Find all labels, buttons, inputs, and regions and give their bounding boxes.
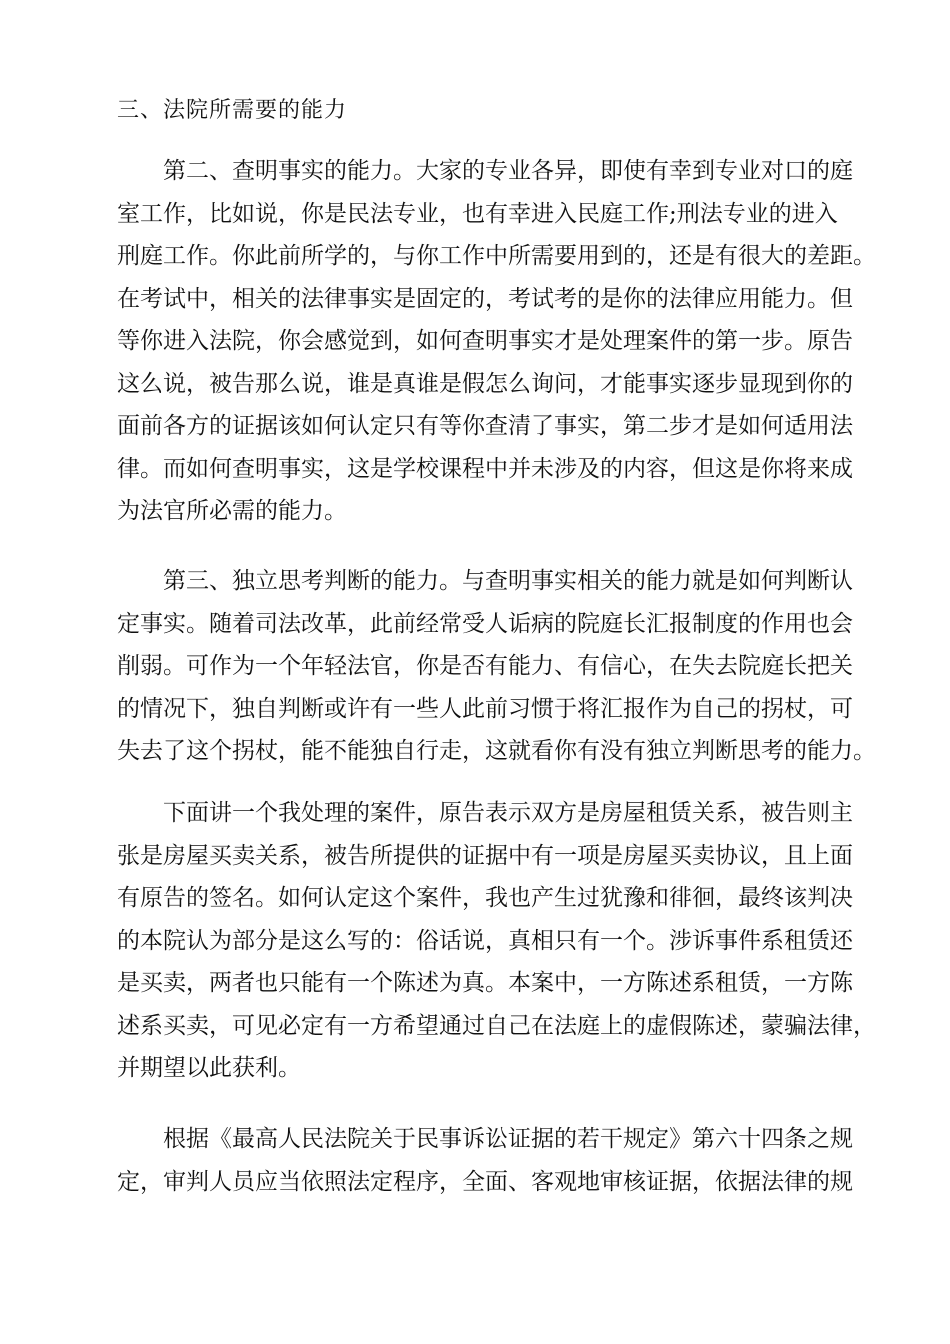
- text-line: 削弱。可作为一个年轻法官，你是否有能力、有信心，在失去院庭长把关: [117, 653, 853, 679]
- paragraph-case-example: [117, 792, 876, 1090]
- text-line: 有原告的签名。如何认定这个案件，我也产生过犹豫和徘徊，最终该判决: [117, 885, 853, 911]
- text-line: 定事实。随着司法改革，此前经常受人诟病的院庭长汇报制度的作用也会: [117, 610, 853, 637]
- text-line: 张是房屋买卖关系，被告所提供的证据中有一项是房屋买卖协议，且上面: [117, 842, 853, 869]
- text-line: 的情况下，独自判断或许有一些人此前习惯于将汇报作为自己的拐杖，可: [117, 695, 853, 722]
- text-line: 刑庭工作。你此前所学的，与你工作中所需要用到的，还是有很大的差距。: [117, 243, 876, 269]
- text-line: 室工作，比如说，你是民法专业，也有幸进入民庭工作;刑法专业的进入: [117, 200, 838, 227]
- text-line: 在考试中，相关的法律事实是固定的，考试考的是你的法律应用能力。但: [117, 285, 853, 312]
- text-line: 并期望以此获利。: [117, 1055, 301, 1081]
- text-line: 面前各方的证据该如何认定只有等你查清了事实，第二步才是如何适用法: [117, 413, 853, 439]
- text-line: 第三、独立思考判断的能力。与查明事实相关的能力就是如何判断认: [163, 568, 853, 594]
- text-line: 述系买卖，可见必定有一方希望通过自己在法庭上的虚假陈述，蒙骗法律，: [117, 1012, 876, 1039]
- text-line: 定，审判人员应当依照法定程序，全面、客观地审核证据，依据法律的规: [117, 1168, 853, 1195]
- text-line: 这么说，被告那么说，谁是真谁是假怎么询问，才能事实逐步显现到你的: [117, 370, 853, 397]
- text-line: 等你进入法院，你会感觉到，如何查明事实才是处理案件的第一步。原告: [117, 328, 853, 354]
- section-heading: 三、法院所需要的能力: [117, 98, 348, 123]
- text-line: 第二、查明事实的能力。大家的专业各异，即使有幸到专业对口的庭: [163, 158, 853, 184]
- text-line: 是买卖，两者也只能有一个陈述为真。本案中，一方陈述系租赁，一方陈: [117, 970, 853, 996]
- paragraph-evidence-rules: [117, 1118, 853, 1203]
- paragraph-fact-finding: [117, 150, 876, 533]
- text-line: 根据《最高人民法院关于民事诉讼证据的若干规定》第六十四条之规: [163, 1126, 853, 1152]
- text-line: 下面讲一个我处理的案件，原告表示双方是房屋租赁关系，被告则主: [163, 800, 853, 826]
- paragraph-independent-judgment: [117, 560, 876, 773]
- text-line: 为法官所必需的能力。: [117, 498, 347, 524]
- text-line: 失去了这个拐杖，能不能独自行走，这就看你有没有独立判断思考的能力。: [117, 738, 876, 764]
- text-line: 律。而如何查明事实，这是学校课程中并未涉及的内容，但这是你将来成: [117, 455, 853, 482]
- text-line: 的本院认为部分是这么写的：俗话说，真相只有一个。涉诉事件系租赁还: [117, 927, 853, 954]
